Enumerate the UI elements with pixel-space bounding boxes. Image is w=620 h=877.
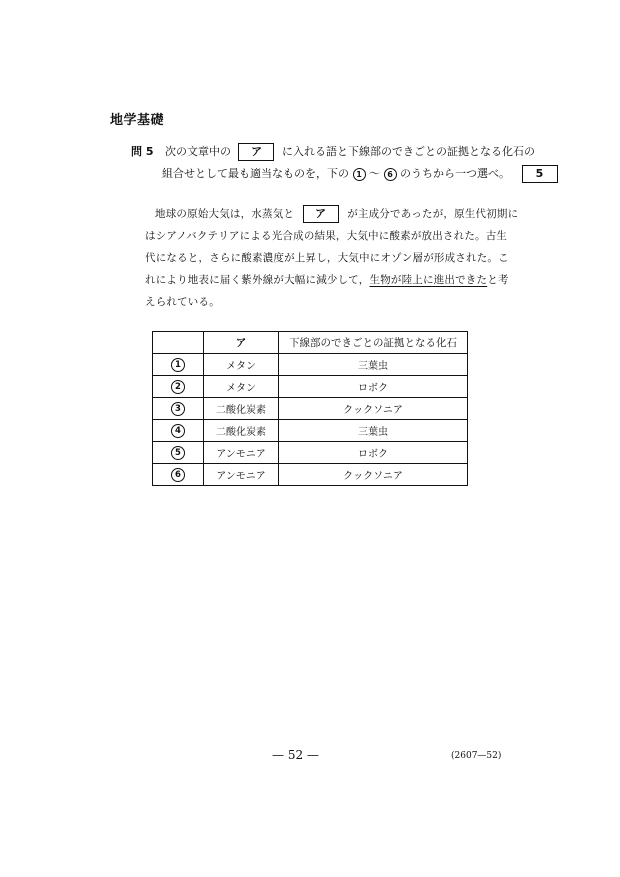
cell-fossil: クックソニア <box>279 464 468 486</box>
choice-number: 4 <box>171 424 185 438</box>
question-text-1a: 次の文章中の <box>164 145 231 158</box>
choice-range-end: 6 <box>384 168 397 181</box>
header-fossil: 下線部のできごとの証拠となる化石 <box>279 332 468 354</box>
passage-line-2: はシアノバクテリアによる光合成の結果，大気中に酸素が放出された。古生 <box>145 230 508 242</box>
cell-fossil: クックソニア <box>279 398 468 420</box>
choice-number: 6 <box>171 468 185 482</box>
table-row <box>153 398 468 420</box>
choice-number: 2 <box>171 380 185 394</box>
page-number: — 52 — <box>272 748 319 762</box>
table-row <box>153 376 468 398</box>
question-number: 問 5 <box>131 145 154 158</box>
table-row <box>153 464 468 486</box>
cell-gas: 二酸化炭素 <box>204 398 279 420</box>
cell-gas: メタン <box>204 376 279 398</box>
cell-fossil: 三葉虫 <box>279 420 468 442</box>
header-a: ア <box>204 332 279 354</box>
passage-text-4a: れにより地表に届く紫外線が大幅に減少して， <box>145 274 370 286</box>
question-text-2a: 組合せとして最も適当なものを，下の <box>162 167 349 180</box>
answer-number-box: 5 <box>522 165 558 183</box>
passage-text-4b: と考 <box>487 274 509 286</box>
choice-range-start: 1 <box>353 168 366 181</box>
question-text-1b: に入れる語と下線部のできごとの証拠となる化石の <box>281 145 535 158</box>
table-row <box>153 442 468 464</box>
cell-fossil: ロボク <box>279 442 468 464</box>
cell-gas: アンモニア <box>204 464 279 486</box>
choice-range-sep: ～ <box>369 167 380 180</box>
cell-gas: メタン <box>204 354 279 376</box>
choice-number: 5 <box>171 446 185 460</box>
passage-line-1 <box>155 203 518 225</box>
question-line-2 <box>162 165 558 183</box>
passage-text-1b: が主成分であったが，原生代初期に <box>347 208 519 220</box>
table-row <box>153 354 468 376</box>
question-line-1 <box>131 143 535 161</box>
passage-line-5: えられている。 <box>145 296 220 308</box>
passage-line-3: 代になると，さらに酸素濃度が上昇し，大気中にオゾン層が形成された。こ <box>145 252 509 264</box>
exam-code: (2607—52) <box>451 751 502 761</box>
cell-gas: 二酸化炭素 <box>204 420 279 442</box>
header-blank <box>153 332 204 354</box>
cell-fossil: 三葉虫 <box>279 354 468 376</box>
blank-a-box: ア <box>238 143 274 161</box>
choices-table <box>152 331 468 486</box>
choice-number: 1 <box>171 358 185 372</box>
passage-text-1a: 地球の原始大気は，水蒸気と <box>155 208 295 220</box>
cell-fossil: ロボク <box>279 376 468 398</box>
table-row <box>153 420 468 442</box>
cell-gas: アンモニア <box>204 442 279 464</box>
passage-line-4 <box>145 269 509 291</box>
table-header-row <box>153 332 468 354</box>
choice-number: 3 <box>171 402 185 416</box>
underlined-event: 生物が陸上に進出できた <box>369 274 488 286</box>
section-title: 地学基礎 <box>110 113 165 128</box>
passage-blank-a-box: ア <box>303 205 339 223</box>
question-text-2b: のうちから一つ選べ。 <box>400 167 510 180</box>
